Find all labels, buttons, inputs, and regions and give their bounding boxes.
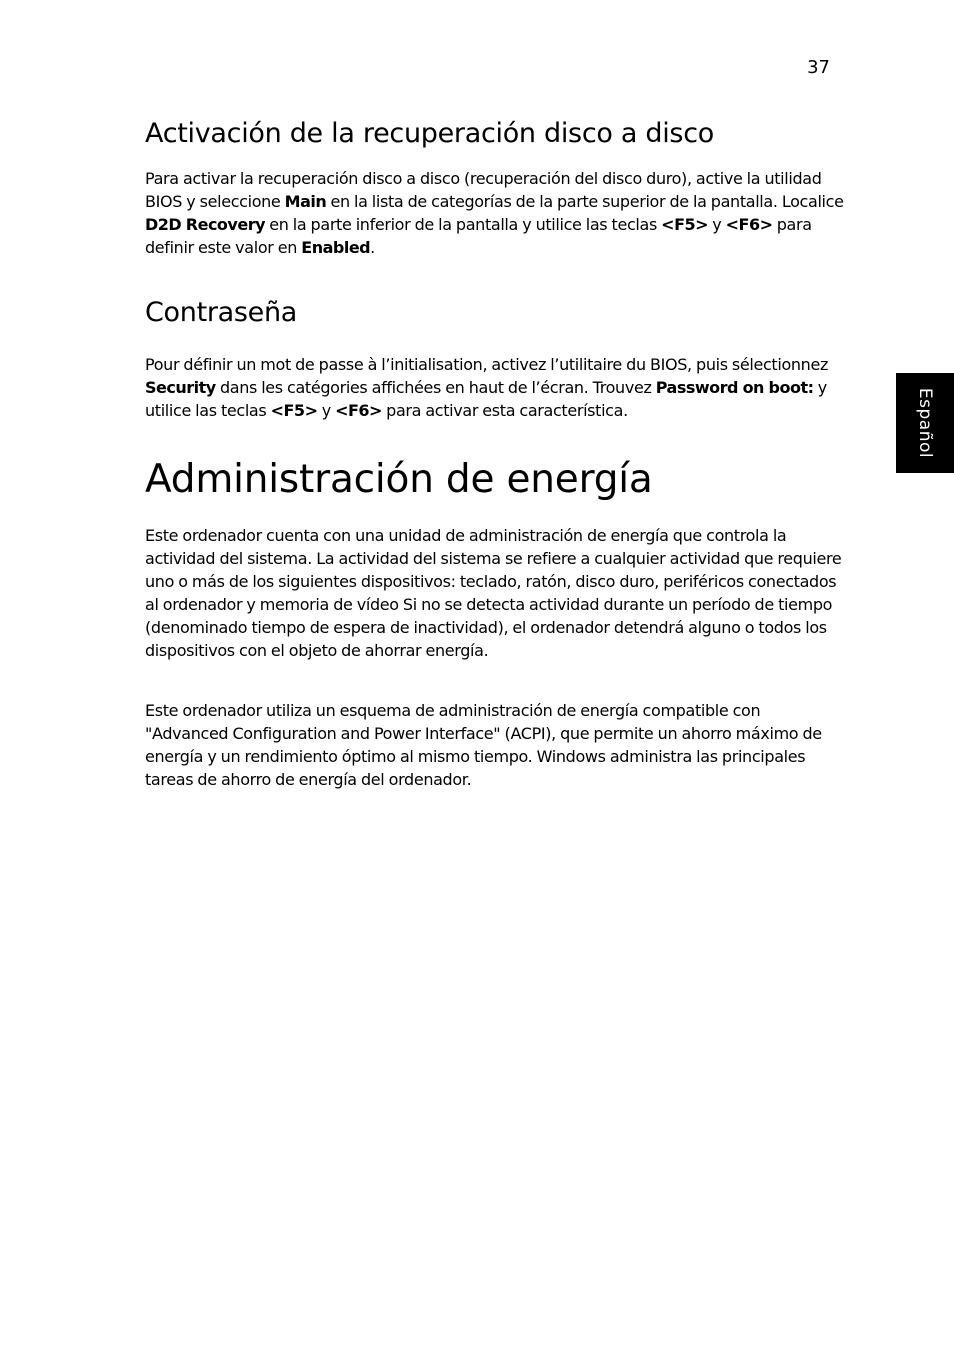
text-run: Para activar la recuperación disco a disco (recuperación del disco duro), active la utilidad BIOS y seleccione — [145, 169, 822, 211]
text-run: y — [708, 215, 726, 234]
keyword-f5: <F5> — [661, 215, 709, 234]
text-run: para definir este valor en — [145, 215, 812, 257]
keyword-f5: <F5> — [270, 401, 318, 420]
keyword-f6: <F6> — [725, 215, 773, 234]
paragraph-password — [145, 353, 845, 422]
keyword-d2d-recovery: D2D Recovery — [145, 215, 266, 234]
text-run: y — [317, 401, 336, 420]
language-tab-label: Español — [915, 387, 935, 459]
paragraph-power-management-1: Este ordenador cuenta con una unidad de administración de energía que controla la actividad del sistema. La actividad del sistema se refiere a cualquier actividad que requiere uno o más de los siguientes dispositivos: teclado, ratón, disco duro, periféricos conectados al ordenador y memoria de vídeo Si no se detecta actividad durante un período de tiempo (denominado tiempo de espera de inactividad), el ordenador detendrá alguno o todos los dispositivos con el objeto de ahorrar energía. — [145, 526, 842, 660]
page-number: 37 — [807, 57, 830, 78]
keyword-enabled: Enabled — [301, 238, 371, 257]
text-run: dans les catégories affichées en haut de l’écran. Trouvez — [215, 378, 656, 397]
paragraph-power-management-2: Este ordenador utiliza un esquema de administración de energía compatible con "Advanced Configuration and Power Interface" (ACPI), que permite un ahorro máximo de energía y un rendimiento óptimo al mismo tiempo. Windows administra las principales tareas de ahorro de energía del ordenador. — [145, 701, 822, 789]
text-run: Pour définir un mot de passe à l’initialisation, activez l’utilitaire du BIOS, puis sélectionnez — [145, 355, 829, 374]
keyword-password-on-boot: Password on boot: — [655, 378, 814, 397]
chapter-title-power-management: Administración de energía — [145, 457, 653, 502]
text-run: en la parte inferior de la pantalla y utilice las teclas — [265, 215, 662, 234]
keyword-security: Security — [145, 378, 216, 397]
text-run: en la lista de categorías de la parte superior de la pantalla. Localice — [326, 192, 844, 211]
keyword-main: Main — [284, 192, 327, 211]
paragraph-disk-recovery — [145, 167, 845, 259]
text-run: para activar esta característica. — [381, 401, 628, 420]
text-run: . — [370, 238, 375, 257]
section-title-password: Contraseña — [145, 297, 298, 328]
section-title-disk-recovery: Activación de la recuperación disco a disco — [145, 118, 714, 149]
language-tab — [896, 373, 954, 473]
text-run: y utilice las teclas — [145, 378, 827, 420]
keyword-f6: <F6> — [335, 401, 382, 420]
